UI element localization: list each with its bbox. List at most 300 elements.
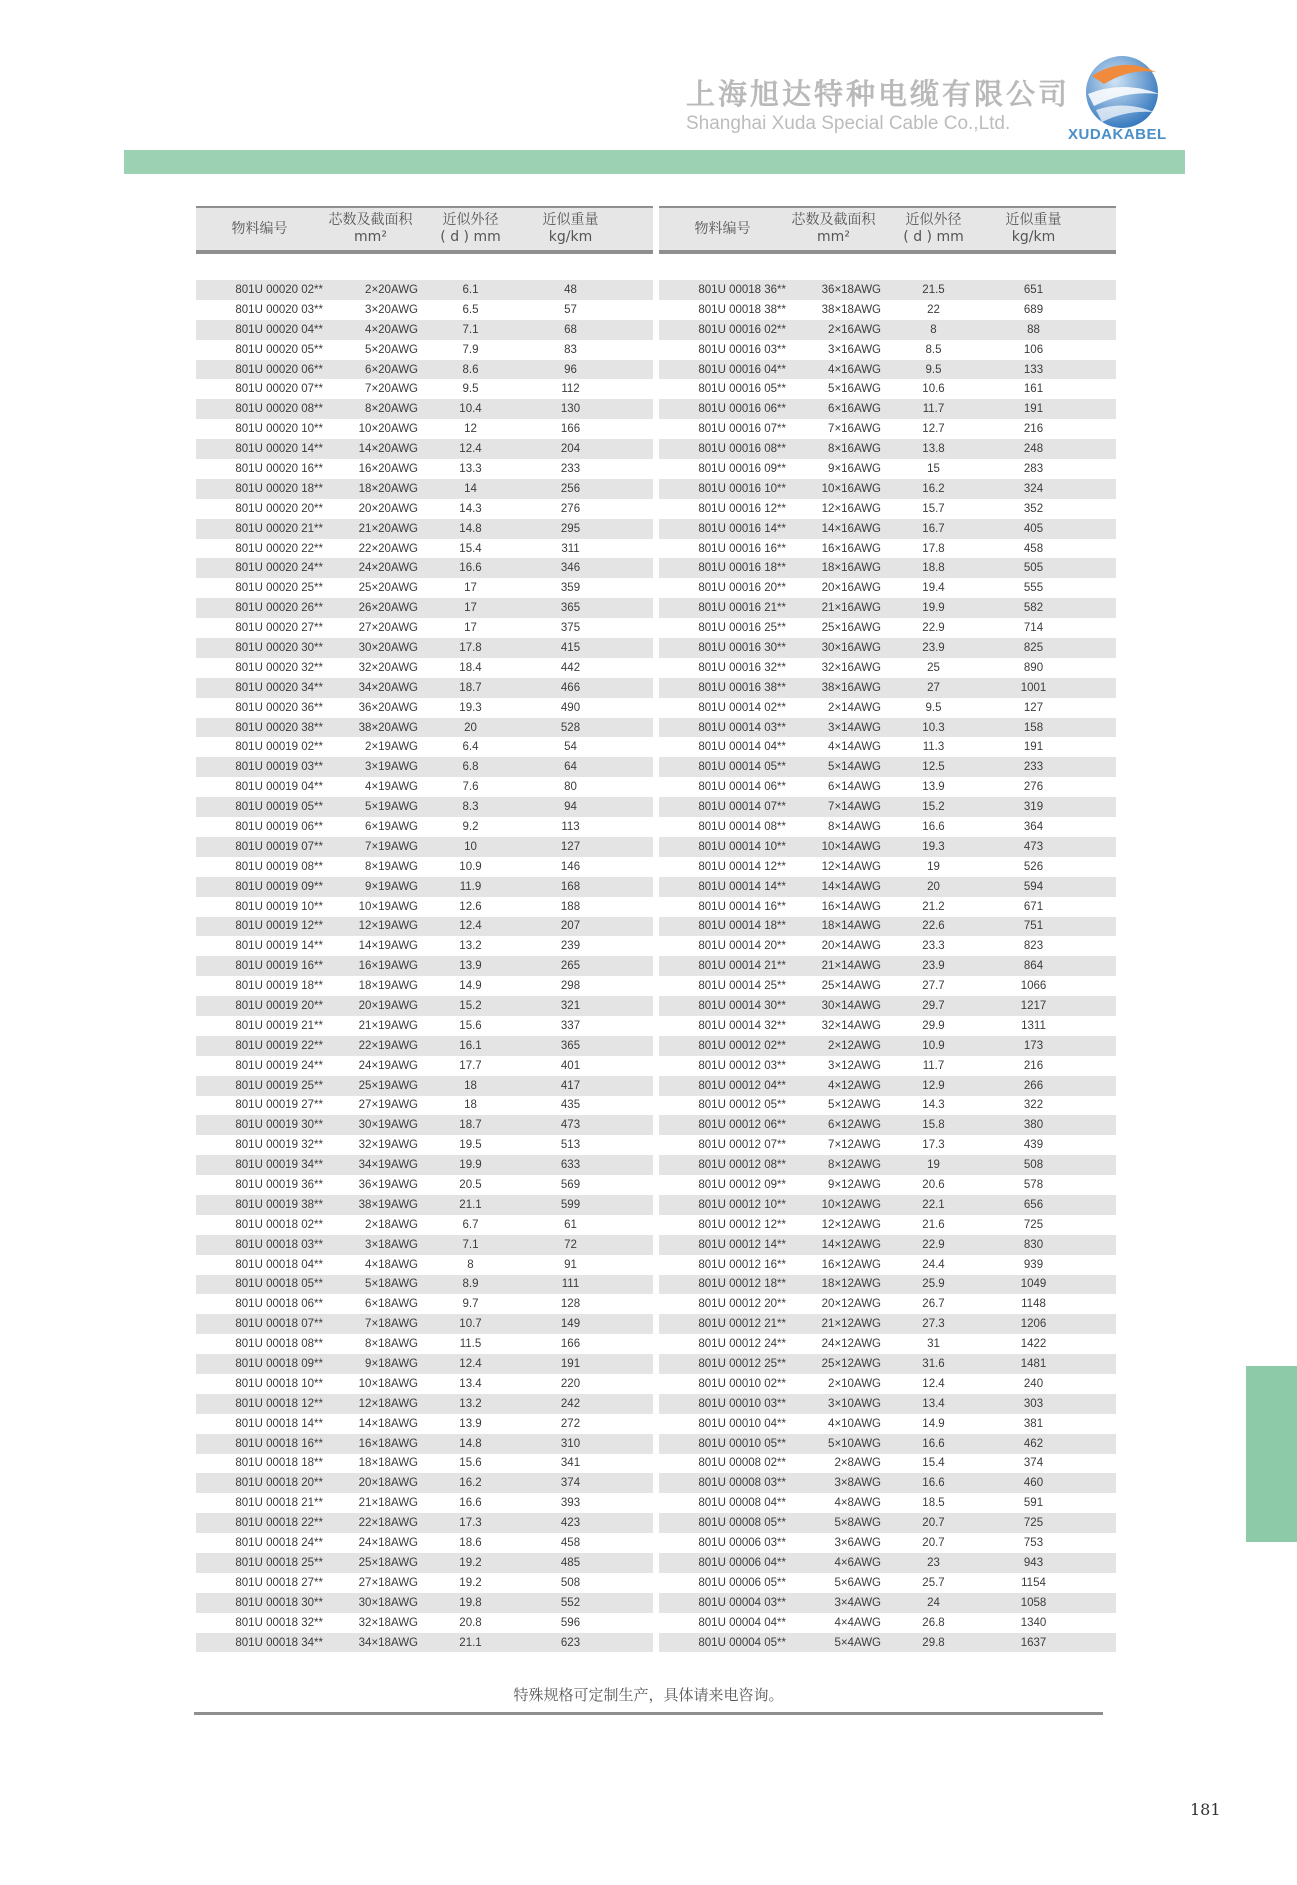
table-row bbox=[659, 539, 1116, 559]
cell-material-no: 801U 00004 03** bbox=[698, 1596, 786, 1609]
cell-outer-diameter: 10.9 bbox=[922, 1039, 945, 1052]
cell-outer-diameter: 18 bbox=[464, 1079, 477, 1092]
cell-material-no: 801U 00012 20** bbox=[698, 1298, 786, 1311]
cell-material-no: 801U 00019 10** bbox=[235, 900, 323, 913]
cell-outer-diameter: 16.6 bbox=[922, 1477, 945, 1490]
table-row bbox=[196, 280, 653, 300]
cell-cores-section: 18×14AWG bbox=[821, 920, 881, 933]
cell-cores-section: 24×20AWG bbox=[358, 562, 418, 575]
cell-material-no: 801U 00020 20** bbox=[235, 502, 323, 515]
cell-outer-diameter: 21.1 bbox=[459, 1636, 482, 1649]
cell-weight: 191 bbox=[1023, 403, 1044, 416]
cell-weight: 337 bbox=[560, 1019, 581, 1032]
cell-cores-section: 10×19AWG bbox=[358, 900, 418, 913]
cell-cores-section: 32×16AWG bbox=[821, 661, 881, 674]
cell-outer-diameter: 21.2 bbox=[922, 900, 945, 913]
cell-outer-diameter: 24 bbox=[927, 1596, 940, 1609]
cell-material-no: 801U 00019 07** bbox=[235, 840, 323, 853]
cell-cores-section: 8×20AWG bbox=[365, 403, 418, 416]
cell-outer-diameter: 17.8 bbox=[459, 641, 482, 654]
cell-material-no: 801U 00014 14** bbox=[698, 880, 786, 893]
cell-cores-section: 38×16AWG bbox=[821, 681, 881, 694]
cell-weight: 149 bbox=[560, 1318, 581, 1331]
cell-weight: 623 bbox=[560, 1636, 581, 1649]
cell-cores-section: 12×14AWG bbox=[821, 860, 881, 873]
cell-material-no: 801U 00018 24** bbox=[235, 1537, 323, 1550]
cell-cores-section: 9×19AWG bbox=[365, 880, 418, 893]
table-row bbox=[196, 1016, 653, 1036]
cell-outer-diameter: 16.6 bbox=[459, 562, 482, 575]
cell-outer-diameter: 12.4 bbox=[459, 443, 482, 456]
cell-weight: 158 bbox=[1023, 721, 1044, 734]
cell-outer-diameter: 17 bbox=[464, 582, 477, 595]
cell-cores-section: 4×6AWG bbox=[834, 1556, 881, 1569]
cell-cores-section: 25×20AWG bbox=[358, 582, 418, 595]
table-row bbox=[659, 1195, 1116, 1215]
cell-cores-section: 21×19AWG bbox=[358, 1019, 418, 1032]
cell-cores-section: 16×20AWG bbox=[358, 462, 418, 475]
cell-cores-section: 22×18AWG bbox=[358, 1517, 418, 1530]
cell-material-no: 801U 00016 16** bbox=[698, 542, 786, 555]
cell-weight: 725 bbox=[1023, 1218, 1044, 1231]
table-row bbox=[659, 379, 1116, 399]
cell-outer-diameter: 19.8 bbox=[459, 1596, 482, 1609]
cell-outer-diameter: 9.5 bbox=[462, 383, 479, 396]
cell-material-no: 801U 00019 32** bbox=[235, 1139, 323, 1152]
cell-weight: 276 bbox=[1023, 781, 1044, 794]
cell-weight: 96 bbox=[564, 363, 577, 376]
cell-cores-section: 26×20AWG bbox=[358, 602, 418, 615]
table-row bbox=[196, 1374, 653, 1394]
table-header bbox=[659, 206, 1116, 254]
cell-cores-section: 25×18AWG bbox=[358, 1556, 418, 1569]
cell-material-no: 801U 00010 04** bbox=[698, 1417, 786, 1430]
cell-weight: 569 bbox=[560, 1179, 581, 1192]
cell-material-no: 801U 00020 27** bbox=[235, 622, 323, 635]
cell-cores-section: 4×20AWG bbox=[365, 323, 418, 336]
cell-outer-diameter: 15.2 bbox=[922, 801, 945, 814]
table-row bbox=[196, 1195, 653, 1215]
cell-outer-diameter: 19.2 bbox=[459, 1556, 482, 1569]
cell-weight: 324 bbox=[1023, 482, 1044, 495]
cell-weight: 233 bbox=[1023, 761, 1044, 774]
cell-outer-diameter: 6.4 bbox=[462, 741, 479, 754]
cell-cores-section: 2×10AWG bbox=[828, 1377, 881, 1390]
cell-outer-diameter: 17.3 bbox=[922, 1139, 945, 1152]
cell-cores-section: 5×12AWG bbox=[828, 1099, 881, 1112]
cell-cores-section: 12×12AWG bbox=[821, 1218, 881, 1231]
cell-weight: 651 bbox=[1023, 283, 1044, 296]
cell-outer-diameter: 11.7 bbox=[922, 1059, 945, 1072]
cell-material-no: 801U 00016 06** bbox=[698, 403, 786, 416]
cell-outer-diameter: 15.6 bbox=[459, 1019, 482, 1032]
cell-weight: 168 bbox=[560, 880, 581, 893]
cell-material-no: 801U 00012 18** bbox=[698, 1278, 786, 1291]
table-row bbox=[196, 638, 653, 658]
cell-material-no: 801U 00014 08** bbox=[698, 820, 786, 833]
cell-weight: 91 bbox=[564, 1258, 577, 1271]
cell-outer-diameter: 27.3 bbox=[922, 1318, 945, 1331]
table-row bbox=[659, 439, 1116, 459]
cell-cores-section: 4×16AWG bbox=[828, 363, 881, 376]
table-row bbox=[196, 479, 653, 499]
cell-weight: 374 bbox=[560, 1477, 581, 1490]
cell-outer-diameter: 14.9 bbox=[922, 1417, 945, 1430]
cell-weight: 94 bbox=[564, 801, 577, 814]
cell-cores-section: 16×18AWG bbox=[358, 1437, 418, 1450]
cell-weight: 130 bbox=[560, 403, 581, 416]
cell-cores-section: 18×12AWG bbox=[821, 1278, 881, 1291]
cell-outer-diameter: 18.7 bbox=[459, 1119, 482, 1132]
cell-weight: 473 bbox=[560, 1119, 581, 1132]
cell-weight: 578 bbox=[1023, 1179, 1044, 1192]
cell-weight: 513 bbox=[560, 1139, 581, 1152]
cell-weight: 365 bbox=[560, 1039, 581, 1052]
cell-outer-diameter: 10.4 bbox=[459, 403, 482, 416]
cell-cores-section: 6×12AWG bbox=[828, 1119, 881, 1132]
cell-outer-diameter: 17 bbox=[464, 622, 477, 635]
cell-outer-diameter: 29.8 bbox=[922, 1636, 945, 1649]
cell-outer-diameter: 15 bbox=[927, 462, 940, 475]
cell-outer-diameter: 13.2 bbox=[459, 1397, 482, 1410]
cell-cores-section: 3×16AWG bbox=[828, 343, 881, 356]
cell-outer-diameter: 21.1 bbox=[459, 1198, 482, 1211]
table-row bbox=[659, 698, 1116, 718]
cell-material-no: 801U 00019 02** bbox=[235, 741, 323, 754]
table-row bbox=[196, 1533, 653, 1553]
cell-cores-section: 34×20AWG bbox=[358, 681, 418, 694]
cell-material-no: 801U 00020 25** bbox=[235, 582, 323, 595]
cell-material-no: 801U 00019 25** bbox=[235, 1079, 323, 1092]
cell-weight: 689 bbox=[1023, 303, 1044, 316]
table-row bbox=[659, 1076, 1116, 1096]
cell-material-no: 801U 00020 18** bbox=[235, 482, 323, 495]
cell-outer-diameter: 17 bbox=[464, 602, 477, 615]
cell-weight: 283 bbox=[1023, 462, 1044, 475]
cell-outer-diameter: 17.8 bbox=[922, 542, 945, 555]
cell-material-no: 801U 00019 21** bbox=[235, 1019, 323, 1032]
cell-weight: 111 bbox=[561, 1278, 580, 1291]
cell-cores-section: 25×19AWG bbox=[358, 1079, 418, 1092]
cell-weight: 298 bbox=[560, 980, 581, 993]
cell-cores-section: 21×20AWG bbox=[358, 522, 418, 535]
cell-cores-section: 20×19AWG bbox=[358, 1000, 418, 1012]
cell-outer-diameter: 16.2 bbox=[459, 1477, 482, 1490]
table-row bbox=[196, 300, 653, 320]
cell-weight: 161 bbox=[1023, 383, 1044, 396]
table-row bbox=[659, 1434, 1116, 1454]
cell-material-no: 801U 00012 24** bbox=[698, 1338, 786, 1351]
cell-weight: 266 bbox=[1023, 1079, 1044, 1092]
cell-cores-section: 20×14AWG bbox=[821, 940, 881, 953]
cell-material-no: 801U 00016 05** bbox=[698, 383, 786, 396]
table-row bbox=[196, 698, 653, 718]
cell-outer-diameter: 18.7 bbox=[459, 681, 482, 694]
cell-cores-section: 7×16AWG bbox=[828, 423, 881, 436]
cell-weight: 725 bbox=[1023, 1517, 1044, 1530]
cell-outer-diameter: 18.5 bbox=[922, 1497, 945, 1510]
cell-material-no: 801U 00012 14** bbox=[698, 1238, 786, 1251]
cell-material-no: 801U 00018 12** bbox=[235, 1397, 323, 1410]
cell-outer-diameter: 15.7 bbox=[922, 502, 945, 515]
section-side-tab bbox=[1246, 1366, 1297, 1542]
cell-cores-section: 7×20AWG bbox=[365, 383, 418, 396]
cell-material-no: 801U 00019 16** bbox=[235, 960, 323, 973]
table-row bbox=[196, 558, 653, 578]
cell-material-no: 801U 00019 06** bbox=[235, 820, 323, 833]
table-row bbox=[659, 797, 1116, 817]
cell-weight: 401 bbox=[560, 1059, 581, 1072]
cell-weight: 825 bbox=[1023, 641, 1044, 654]
cell-weight: 599 bbox=[560, 1198, 581, 1211]
cell-cores-section: 21×14AWG bbox=[821, 960, 881, 973]
cell-cores-section: 14×20AWG bbox=[358, 443, 418, 456]
cell-cores-section: 7×14AWG bbox=[828, 801, 881, 814]
cell-material-no: 801U 00019 38** bbox=[235, 1198, 323, 1211]
cell-weight: 442 bbox=[560, 661, 581, 674]
cell-cores-section: 12×19AWG bbox=[358, 920, 418, 933]
cell-material-no: 801U 00018 18** bbox=[235, 1457, 323, 1470]
cell-cores-section: 24×18AWG bbox=[358, 1537, 418, 1550]
cell-weight: 1206 bbox=[1020, 1318, 1047, 1331]
table-row bbox=[659, 1633, 1116, 1653]
cell-material-no: 801U 00019 24** bbox=[235, 1059, 323, 1072]
cell-weight: 48 bbox=[564, 283, 577, 296]
cell-outer-diameter: 29.9 bbox=[922, 1019, 945, 1032]
cell-weight: 242 bbox=[560, 1397, 581, 1410]
cell-cores-section: 21×18AWG bbox=[358, 1497, 418, 1510]
cell-weight: 380 bbox=[1023, 1119, 1044, 1132]
cell-material-no: 801U 00012 12** bbox=[698, 1218, 786, 1231]
cell-outer-diameter: 20.8 bbox=[459, 1616, 482, 1629]
cell-weight: 146 bbox=[560, 860, 581, 873]
cell-weight: 405 bbox=[1023, 522, 1044, 535]
cell-outer-diameter: 20 bbox=[464, 721, 477, 734]
cell-material-no: 801U 00018 38** bbox=[698, 303, 786, 316]
cell-cores-section: 22×20AWG bbox=[358, 542, 418, 555]
table-row bbox=[659, 1354, 1116, 1374]
table-row bbox=[196, 1036, 653, 1056]
cell-cores-section: 20×16AWG bbox=[821, 582, 881, 595]
cell-material-no: 801U 00020 08** bbox=[235, 403, 323, 416]
cell-weight: 127 bbox=[1023, 701, 1044, 714]
header-accent-bar bbox=[124, 150, 1185, 174]
table-row bbox=[659, 1155, 1116, 1175]
cell-material-no: 801U 00012 06** bbox=[698, 1119, 786, 1132]
table-row bbox=[196, 1135, 653, 1155]
cell-weight: 943 bbox=[1023, 1556, 1044, 1569]
company-name-en: Shanghai Xuda Special Cable Co.,Ltd. bbox=[686, 113, 1011, 134]
cell-outer-diameter: 19.4 bbox=[922, 582, 945, 595]
cell-cores-section: 14×18AWG bbox=[358, 1417, 418, 1430]
table-row bbox=[659, 459, 1116, 479]
cell-outer-diameter: 20.7 bbox=[922, 1517, 945, 1530]
table-row bbox=[659, 737, 1116, 757]
cell-weight: 485 bbox=[560, 1556, 581, 1569]
cell-weight: 204 bbox=[560, 443, 581, 456]
cell-material-no: 801U 00008 02** bbox=[698, 1457, 786, 1470]
cell-outer-diameter: 24.4 bbox=[922, 1258, 945, 1271]
table-row bbox=[659, 1513, 1116, 1533]
cell-cores-section: 3×19AWG bbox=[365, 761, 418, 774]
cell-weight: 594 bbox=[1023, 880, 1044, 893]
cell-cores-section: 38×18AWG bbox=[821, 303, 881, 316]
cell-cores-section: 24×12AWG bbox=[821, 1338, 881, 1351]
cell-material-no: 801U 00018 34** bbox=[235, 1636, 323, 1649]
cell-weight: 352 bbox=[1023, 502, 1044, 515]
cell-cores-section: 30×18AWG bbox=[358, 1596, 418, 1609]
cell-material-no: 801U 00019 08** bbox=[235, 860, 323, 873]
cell-material-no: 801U 00020 34** bbox=[235, 681, 323, 694]
cell-material-no: 801U 00018 10** bbox=[235, 1377, 323, 1390]
table-row bbox=[196, 419, 653, 439]
cell-outer-diameter: 20 bbox=[927, 880, 940, 893]
cell-cores-section: 14×19AWG bbox=[358, 940, 418, 953]
cell-cores-section: 32×18AWG bbox=[358, 1616, 418, 1629]
cell-cores-section: 14×14AWG bbox=[821, 880, 881, 893]
cell-cores-section: 8×12AWG bbox=[828, 1159, 881, 1172]
cell-cores-section: 3×20AWG bbox=[365, 303, 418, 316]
cell-outer-diameter: 20.7 bbox=[922, 1537, 945, 1550]
cell-material-no: 801U 00014 16** bbox=[698, 900, 786, 913]
cell-cores-section: 32×19AWG bbox=[358, 1139, 418, 1152]
cell-cores-section: 25×12AWG bbox=[821, 1358, 881, 1371]
cell-material-no: 801U 00020 26** bbox=[235, 602, 323, 615]
table-row bbox=[659, 1473, 1116, 1493]
table-row bbox=[196, 837, 653, 857]
cell-outer-diameter: 15.4 bbox=[459, 542, 482, 555]
table-row bbox=[659, 1414, 1116, 1434]
cell-material-no: 801U 00012 02** bbox=[698, 1039, 786, 1052]
col-header-weight: 近似重量 kg/km bbox=[1005, 212, 1062, 245]
table-row bbox=[659, 360, 1116, 380]
cell-outer-diameter: 21.6 bbox=[922, 1218, 945, 1231]
cell-cores-section: 10×18AWG bbox=[358, 1377, 418, 1390]
cell-weight: 1311 bbox=[1021, 1019, 1046, 1032]
cell-cores-section: 4×14AWG bbox=[828, 741, 881, 754]
table-row bbox=[659, 976, 1116, 996]
cell-outer-diameter: 19.9 bbox=[459, 1159, 482, 1172]
table-row bbox=[196, 956, 653, 976]
cell-outer-diameter: 14.8 bbox=[459, 522, 482, 535]
cell-material-no: 801U 00019 30** bbox=[235, 1119, 323, 1132]
cell-outer-diameter: 6.8 bbox=[462, 761, 479, 774]
cell-material-no: 801U 00014 18** bbox=[698, 920, 786, 933]
cell-cores-section: 36×20AWG bbox=[358, 701, 418, 714]
cell-cores-section: 5×16AWG bbox=[828, 383, 881, 396]
cell-weight: 265 bbox=[560, 960, 581, 973]
cell-material-no: 801U 00018 25** bbox=[235, 1556, 323, 1569]
cell-cores-section: 7×18AWG bbox=[365, 1318, 418, 1331]
table-row bbox=[196, 1414, 653, 1434]
cell-cores-section: 2×19AWG bbox=[365, 741, 418, 754]
table-row bbox=[196, 598, 653, 618]
cell-cores-section: 5×4AWG bbox=[834, 1636, 881, 1649]
cell-material-no: 801U 00008 03** bbox=[698, 1477, 786, 1490]
col-header-cores-section: 芯数及截面积 mm² bbox=[791, 212, 876, 245]
cell-outer-diameter: 25 bbox=[927, 661, 940, 674]
cell-outer-diameter: 27.7 bbox=[922, 980, 945, 993]
table-row bbox=[659, 300, 1116, 320]
cell-material-no: 801U 00014 02** bbox=[698, 701, 786, 714]
cell-outer-diameter: 10.7 bbox=[459, 1318, 482, 1331]
cell-cores-section: 10×20AWG bbox=[358, 423, 418, 436]
cell-cores-section: 20×12AWG bbox=[821, 1298, 881, 1311]
cell-outer-diameter: 13.8 bbox=[922, 443, 945, 456]
cell-weight: 473 bbox=[1023, 840, 1044, 853]
cell-cores-section: 16×14AWG bbox=[821, 900, 881, 913]
cell-cores-section: 3×12AWG bbox=[828, 1059, 881, 1072]
cell-material-no: 801U 00006 05** bbox=[698, 1576, 786, 1589]
cell-outer-diameter: 12.6 bbox=[459, 900, 482, 913]
cell-cores-section: 8×16AWG bbox=[828, 443, 881, 456]
cell-weight: 319 bbox=[1023, 801, 1044, 814]
table-row bbox=[196, 737, 653, 757]
table-row bbox=[196, 777, 653, 797]
cell-material-no: 801U 00019 34** bbox=[235, 1159, 323, 1172]
cell-material-no: 801U 00016 14** bbox=[698, 522, 786, 535]
cell-outer-diameter: 8 bbox=[930, 323, 937, 336]
cell-outer-diameter: 8 bbox=[467, 1258, 474, 1271]
table-row bbox=[196, 1115, 653, 1135]
table-row bbox=[659, 857, 1116, 877]
cell-cores-section: 10×12AWG bbox=[821, 1198, 881, 1211]
table-row bbox=[196, 399, 653, 419]
cell-outer-diameter: 16.1 bbox=[459, 1039, 482, 1052]
cell-material-no: 801U 00020 04** bbox=[235, 323, 323, 336]
cell-weight: 216 bbox=[1023, 1059, 1044, 1072]
table-row bbox=[659, 877, 1116, 897]
cell-outer-diameter: 31.6 bbox=[922, 1358, 945, 1371]
cell-weight: 466 bbox=[560, 681, 581, 694]
cell-material-no: 801U 00018 21** bbox=[235, 1497, 323, 1510]
cell-cores-section: 7×19AWG bbox=[365, 840, 418, 853]
table-header bbox=[196, 206, 653, 254]
cell-material-no: 801U 00014 32** bbox=[698, 1019, 786, 1032]
cell-cores-section: 32×20AWG bbox=[358, 661, 418, 674]
cell-weight: 1340 bbox=[1020, 1616, 1047, 1629]
cell-outer-diameter: 22 bbox=[927, 303, 940, 316]
cell-outer-diameter: 19.9 bbox=[922, 602, 945, 615]
cell-weight: 321 bbox=[560, 1000, 581, 1012]
cell-material-no: 801U 00020 03** bbox=[235, 303, 323, 316]
cell-outer-diameter: 22.6 bbox=[922, 920, 945, 933]
table-row bbox=[196, 360, 653, 380]
table-row bbox=[659, 1016, 1116, 1036]
footnote: 特殊规格可定制生产，具体请来电咨询。 bbox=[513, 1686, 784, 1704]
cell-material-no: 801U 00019 09** bbox=[235, 880, 323, 893]
cell-weight: 552 bbox=[560, 1596, 581, 1609]
cell-outer-diameter: 12.9 bbox=[922, 1079, 945, 1092]
table-row bbox=[659, 558, 1116, 578]
cell-material-no: 801U 00019 04** bbox=[235, 781, 323, 794]
cell-cores-section: 2×20AWG bbox=[365, 283, 418, 296]
cell-cores-section: 7×12AWG bbox=[828, 1139, 881, 1152]
cell-outer-diameter: 17.7 bbox=[459, 1059, 482, 1072]
cell-cores-section: 18×20AWG bbox=[358, 482, 418, 495]
cell-outer-diameter: 23.3 bbox=[922, 940, 945, 953]
cell-material-no: 801U 00016 08** bbox=[698, 443, 786, 456]
table-row bbox=[196, 936, 653, 956]
cell-outer-diameter: 16.6 bbox=[922, 820, 945, 833]
table-row bbox=[196, 379, 653, 399]
cell-weight: 173 bbox=[1023, 1039, 1044, 1052]
cell-weight: 239 bbox=[560, 940, 581, 953]
cell-outer-diameter: 14.3 bbox=[459, 502, 482, 515]
cell-outer-diameter: 12.4 bbox=[459, 920, 482, 933]
table-row bbox=[196, 797, 653, 817]
cell-material-no: 801U 00019 36** bbox=[235, 1179, 323, 1192]
